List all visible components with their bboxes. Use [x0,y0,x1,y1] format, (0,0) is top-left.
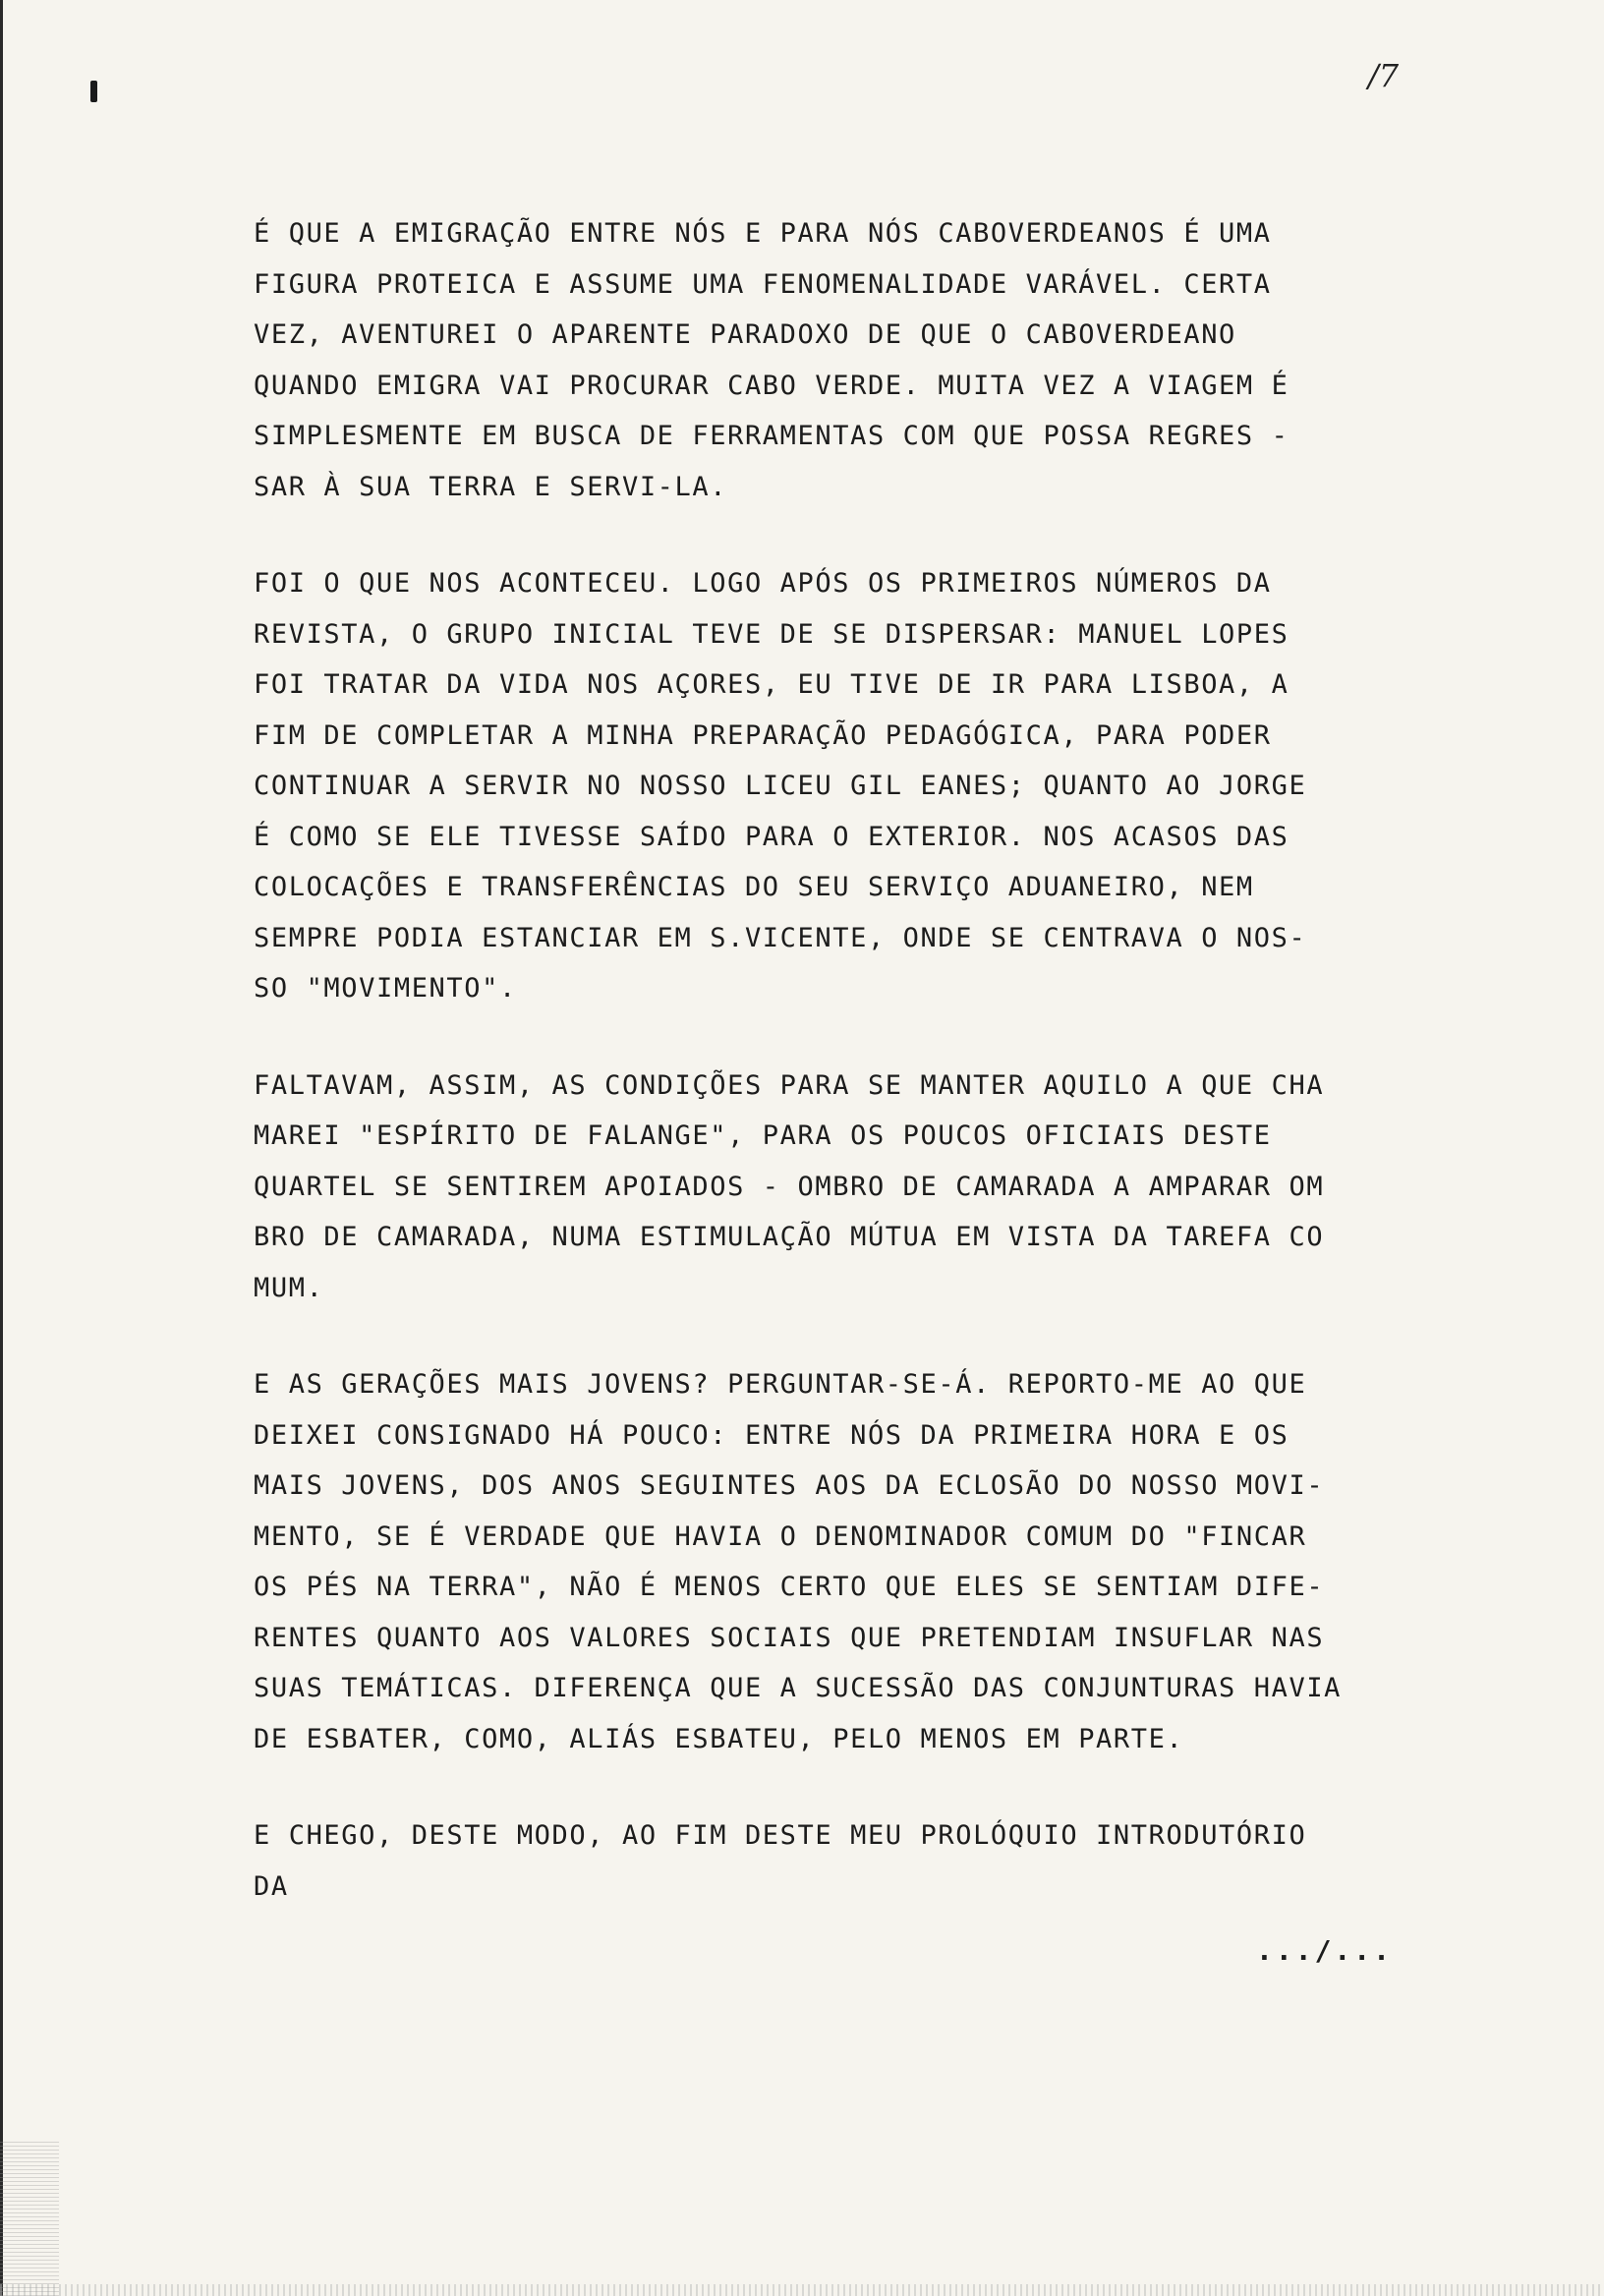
paragraph-3: FALTAVAM, ASSIM, AS CONDIÇÕES PARA SE MANTER AQUILO A QUE CHA MAREI "ESPÍRITO DE FALANGE", PARA OS POUCOS OFICIAIS DESTE QUARTEL SE SENTIREM APOIADOS - OMBRO DE CAMARADA A AMPARAR OM BRO DE CAMARADA, NUMA ESTIMULAÇÃO MÚTUA EM VISTA DA TAREFA CO MUM. [254,1069,1325,1303]
paragraph-4: E AS GERAÇÕES MAIS JOVENS? PERGUNTAR-SE-Á. REPORTO-ME AO QUE DEIXEI CONSIGNADO HÁ POUCO: ENTRE NÓS DA PRIMEIRA HORA E OS MAIS JOVENS, DOS ANOS SEGUINTES AOS DA ECLOSÃO DO NOSSO MOVI- MENTO, SE É VERDADE QUE HAVIA O DENOMINADOR COMUM DO "FINCAR OS PÉS NA TERRA", NÃO É MENOS CERTO QUE ELES SE SENTIAM DIFE- RENTES QUANTO AOS VALORES SOCIAIS QUE PRETENDIAM INSUFLAR NAS SUAS TEMÁTICAS. DIFERENÇA QUE A SUCESSÃO DAS CONJUNTURAS HAVIA DE ESBATER, COMO, ALIÁS ESBATEU, PELO MENOS EM PARTE. [254,1369,1343,1754]
page-number: /7 [1368,57,1400,94]
continuation-mark: .../... [1256,1934,1394,1967]
page-edge [0,0,3,2296]
punch-mark [90,81,97,102]
scan-artifact-corner [0,2139,59,2296]
paragraph-5: E CHEGO, DESTE MODO, AO FIM DESTE MEU PROLÓQUIO INTRODUTÓRIO DA [254,1820,1307,1902]
paragraph-2: FOI O QUE NOS ACONTECEU. LOGO APÓS OS PRIMEIROS NÚMEROS DA REVISTA, O GRUPO INICIAL TEVE DE SE DISPERSAR: MANUEL LOPES FOI TRATAR DA VIDA NOS AÇORES, EU TIVE DE IR PARA LISBOA, A FIM DE COMPLETAR A MINHA PREPARAÇÃO PEDAGÓGICA, PARA PODER CONTINUAR A SERVIR NO NOSSO LICEU GIL EANES; QUANTO AO JORGE É COMO SE ELE TIVESSE SAÍDO PARA O EXTERIOR. NOS ACASOS DAS COLOCAÇÕES E TRANSFERÊNCIAS DO SEU SERVIÇO ADUANEIRO, NEM SEMPRE PODIA ESTANCIAR EM S.VICENTE, ONDE SE CENTRAVA O NOS- SO "MOVIMENTO". [254,568,1307,1004]
body-text [254,208,1521,1958]
paragraph-1: É QUE A EMIGRAÇÃO ENTRE NÓS E PARA NÓS CABOVERDEANOS É UMA FIGURA PROTEICA E ASSUME UMA FENOMENALIDADE VARÁVEL. CERTA VEZ, AVENTUREI O APARENTE PARADOXO DE QUE O CABOVERDEANO QUANDO EMIGRA VAI PROCURAR CABO VERDE. MUITA VEZ A VIAGEM É SIMPLESMENTE EM BUSCA DE FERRAMENTAS COM QUE POSSA REGRES - SAR À SUA TERRA E SERVI-LA. [254,218,1289,502]
scan-artifact-bottom [0,2284,1604,2296]
